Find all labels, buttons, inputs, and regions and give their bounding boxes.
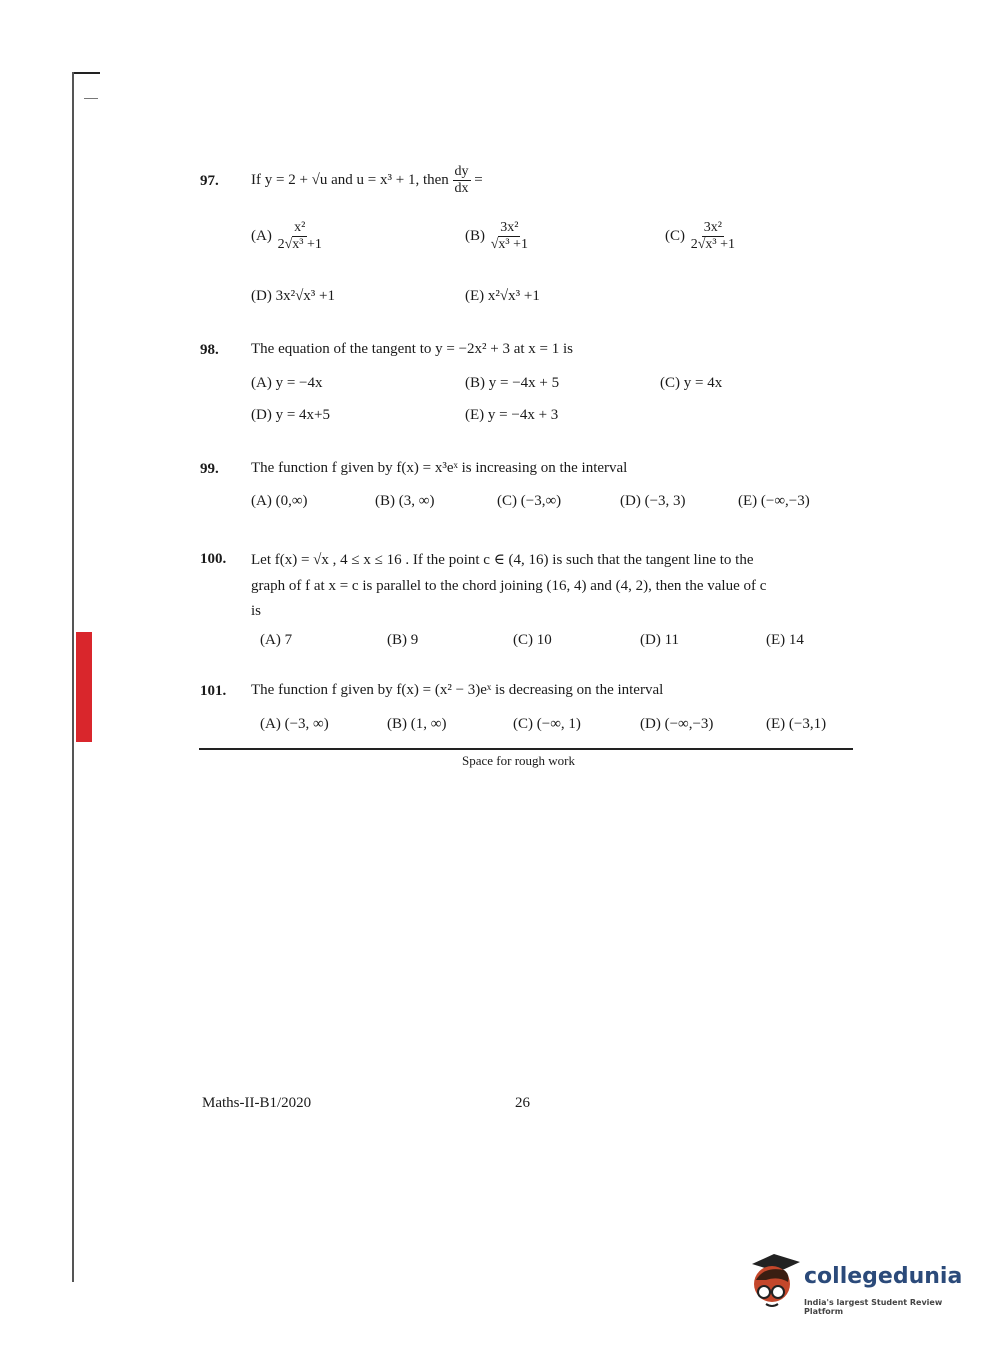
- option-text: y = 4x: [683, 375, 723, 391]
- option-label: (C): [513, 632, 533, 648]
- option-text: y = −4x + 3: [487, 407, 559, 423]
- option-text: (0,∞): [275, 493, 308, 509]
- option-label: (D): [640, 632, 661, 648]
- mascot-icon: [744, 1250, 802, 1316]
- question-100-stem-line-1: Let f(x) = √x , 4 ≤ x ≤ 16 . If the point c ∈ (4, 16) is such that the tangent line to the: [251, 552, 754, 568]
- question-97-option-a: [251, 220, 324, 253]
- option-label: (C): [497, 493, 517, 509]
- option-text: y = −4x + 5: [488, 375, 560, 391]
- question-100-stem-line-3: is: [251, 603, 262, 619]
- question-100-option-e: [766, 632, 804, 649]
- question-101-option-c: [513, 716, 581, 733]
- question-101-option-d: [640, 716, 713, 733]
- question-number-98: 98.: [200, 342, 219, 358]
- option-label: (D): [620, 493, 641, 509]
- question-99-stem: The function f given by f(x) = x³eˣ is increasing on the interval: [251, 460, 628, 476]
- question-99-option-c: [497, 493, 561, 510]
- question-98-option-b: [465, 375, 559, 392]
- option-label: (D): [251, 288, 272, 304]
- option-label: (E): [766, 716, 786, 732]
- option-label: (E): [465, 288, 485, 304]
- question-101-option-a: [260, 716, 329, 733]
- question-100-option-a: [260, 632, 292, 649]
- option-text: (−∞, 1): [536, 716, 581, 732]
- option-fraction: [689, 220, 737, 253]
- binding-tick: [84, 98, 98, 99]
- question-97-stem-tail: =: [474, 171, 483, 188]
- option-text: (−∞,−3): [760, 493, 810, 509]
- question-101-option-e: [766, 716, 826, 733]
- option-fraction: [276, 220, 324, 253]
- option-label: (E): [766, 632, 786, 648]
- option-label: (C): [660, 375, 680, 391]
- option-text: (−3, 3): [644, 493, 686, 509]
- option-text: 14: [788, 632, 804, 648]
- rough-work-label: Space for rough work: [462, 753, 575, 768]
- frac-denominator: 2√x³ +1: [690, 237, 736, 252]
- option-label: (A): [251, 493, 272, 509]
- option-text: x²√x³ +1: [487, 288, 540, 304]
- frac-numerator: dy: [454, 164, 469, 179]
- question-97-option-d: [251, 288, 335, 305]
- option-text: 7: [284, 632, 293, 648]
- option-text: (3, ∞): [398, 493, 435, 509]
- option-label: (C): [513, 716, 533, 732]
- logo-name: collegedunia: [804, 1264, 963, 1289]
- question-101-option-b: [387, 716, 446, 733]
- question-99-option-a: [251, 493, 308, 510]
- question-number-100: 100.: [200, 551, 227, 567]
- option-label: (B): [387, 632, 407, 648]
- binding-line-left: [72, 72, 74, 1282]
- question-98-option-d: [251, 407, 330, 424]
- option-label: (A): [251, 227, 272, 244]
- binding-corner-top: [72, 72, 100, 74]
- frac-numerator: x²: [294, 220, 306, 235]
- question-100-stem-line-2: graph of f at x = c is parallel to the chord joining (16, 4) and (4, 2), then the value of c: [251, 578, 767, 594]
- option-text: 3x²√x³ +1: [275, 288, 336, 304]
- option-label: (E): [738, 493, 758, 509]
- question-100-option-b: [387, 632, 418, 649]
- option-label: (A): [251, 375, 272, 391]
- option-text: 10: [536, 632, 552, 648]
- question-97-option-b: [465, 220, 530, 253]
- rough-work-divider: [199, 748, 853, 750]
- option-text: (−3,1): [788, 716, 827, 732]
- option-text: (−∞,−3): [664, 716, 714, 732]
- question-97-stem: [251, 164, 483, 197]
- frac-denominator: √x³ +1: [490, 237, 529, 252]
- frac-numerator: 3x²: [500, 220, 519, 235]
- option-label: (C): [665, 227, 685, 244]
- page-number: 26: [515, 1095, 530, 1111]
- option-text: y = 4x+5: [275, 407, 330, 423]
- option-label: (B): [465, 375, 485, 391]
- question-number-97: 97.: [200, 173, 219, 189]
- collegedunia-logo: [744, 1250, 974, 1320]
- question-97-derivative: [453, 164, 471, 197]
- option-text: 11: [664, 632, 680, 648]
- option-text: 9: [410, 632, 419, 648]
- logo-tagline: India's largest Student Review Platform: [804, 1298, 943, 1316]
- option-text: (−3,∞): [520, 493, 562, 509]
- option-fraction: [489, 220, 530, 253]
- option-label: (B): [387, 716, 407, 732]
- question-99-option-e: [738, 493, 810, 510]
- option-text: (1, ∞): [410, 716, 447, 732]
- option-text: (−3, ∞): [284, 716, 329, 732]
- frac-numerator: 3x²: [703, 220, 722, 235]
- question-97-option-e: [465, 288, 540, 305]
- option-label: (B): [375, 493, 395, 509]
- option-label: (D): [251, 407, 272, 423]
- question-number-99: 99.: [200, 461, 219, 477]
- option-label: (D): [640, 716, 661, 732]
- frac-denominator: 2√x³ +1: [277, 237, 322, 252]
- question-99-option-d: [620, 493, 686, 510]
- question-97-option-c: [665, 220, 737, 253]
- option-label: (B): [465, 227, 485, 244]
- question-97-stem-text: If y = 2 + √u and u = x³ + 1, then: [251, 171, 449, 188]
- option-text: y = −4x: [275, 375, 323, 391]
- option-label: (E): [465, 407, 485, 423]
- option-label: (A): [260, 716, 281, 732]
- frac-denominator: dx: [454, 181, 469, 196]
- question-98-option-e: [465, 407, 558, 424]
- question-100-option-d: [640, 632, 679, 649]
- red-margin-strip: [76, 632, 92, 742]
- question-98-option-a: [251, 375, 323, 392]
- question-101-stem: The function f given by f(x) = (x² − 3)eˣ is decreasing on the interval: [251, 682, 664, 698]
- question-100-option-c: [513, 632, 552, 649]
- question-98-stem: The equation of the tangent to y = −2x² + 3 at x = 1 is: [251, 341, 574, 357]
- paper-code: Maths-II-B1/2020: [202, 1095, 312, 1111]
- option-label: (A): [260, 632, 281, 648]
- question-99-option-b: [375, 493, 434, 510]
- question-98-option-c: [660, 375, 722, 392]
- question-number-101: 101.: [200, 683, 227, 699]
